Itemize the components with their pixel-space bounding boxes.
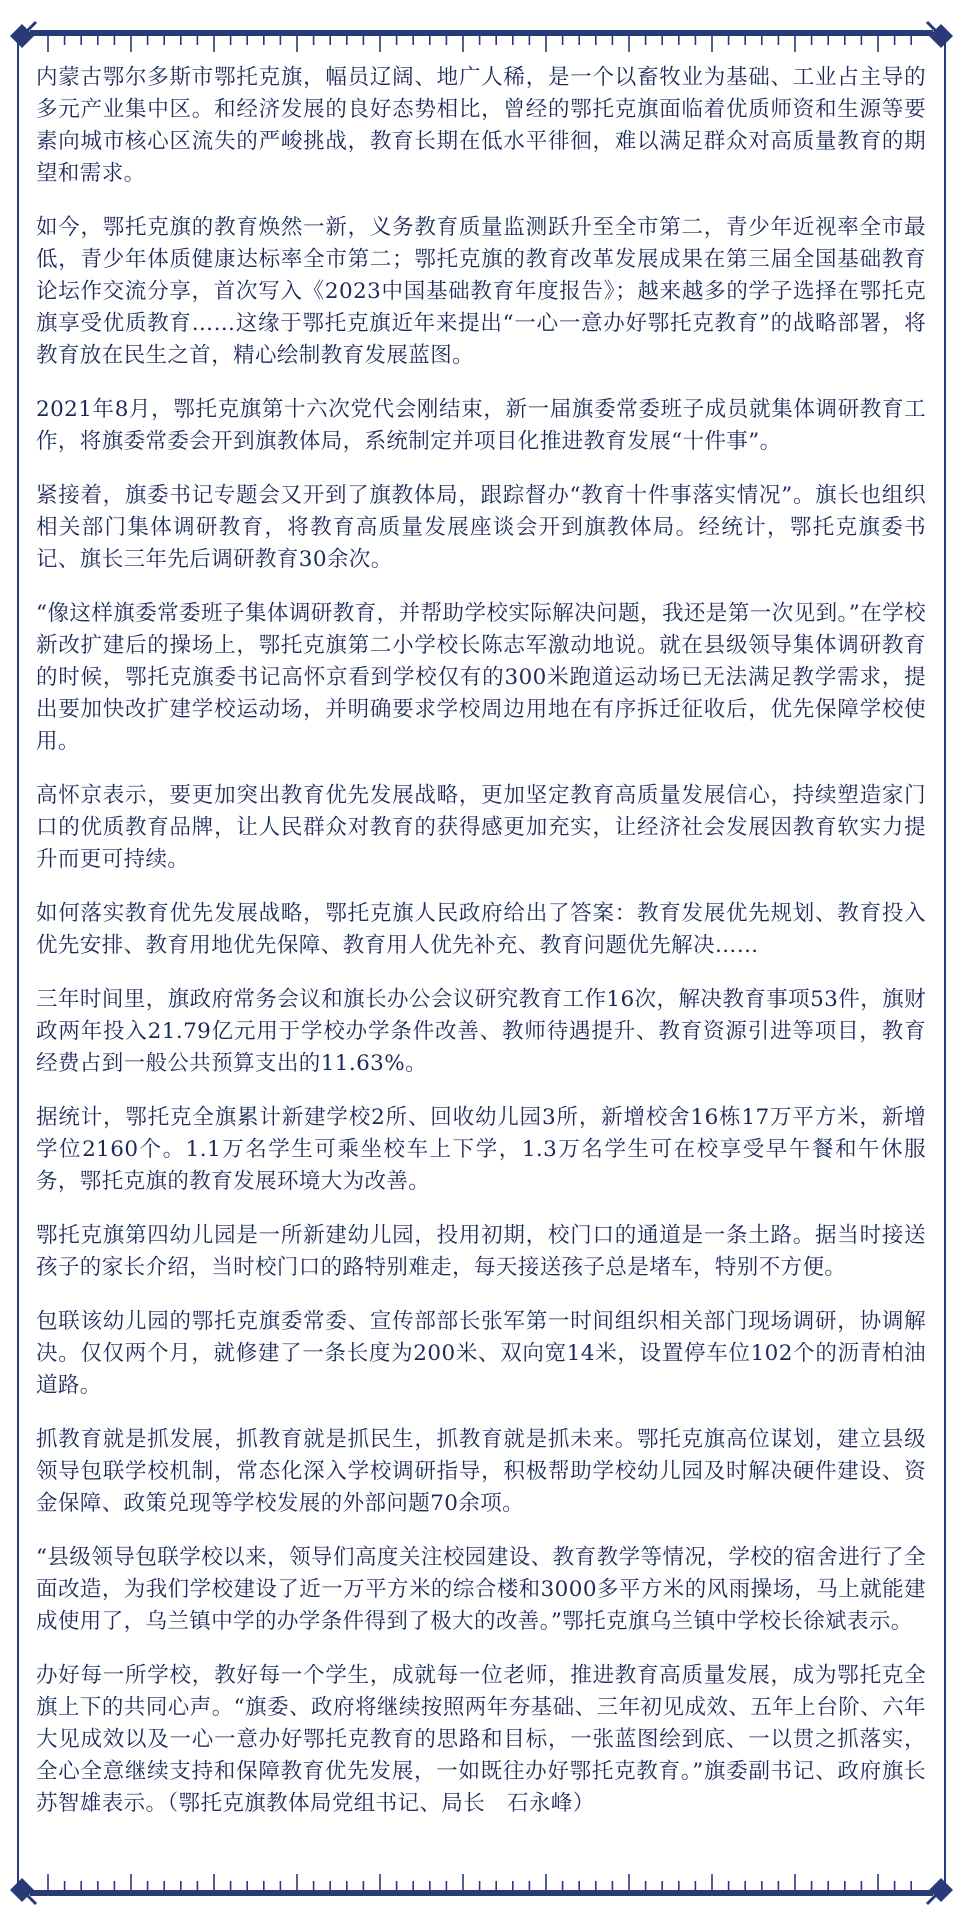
paragraph-13: “县级领导包联学校以来，领导们高度关注校园建设、教育教学等情况，学校的宿舍进行了全面改造，为我们学校建设了近一万平方米的综合楼和3000多平方米的风雨操场，马上就能建成使用了，乌兰镇中学的办学条件得到了极大的改善。”鄂托克旗乌兰镇中学校长徐斌表示。 — [36, 1545, 926, 1634]
paragraph-1: 内蒙古鄂尔多斯市鄂托克旗，幅员辽阔、地广人稀，是一个以畜牧业为基础、工业占主导的多元产业集中区。和经济发展的良好态势相比，曾经的鄂托克旗面临着优质师资和生源等要素向城市核心区流失的严峻挑战，教育长期在低水平徘徊，难以满足群众对高质量教育的期望和需求。 — [36, 65, 926, 186]
paragraph-5: “像这样旗委常委班子集体调研教育，并帮助学校实际解决问题，我还是第一次见到。”在学校新改扩建后的操场上，鄂托克旗第二小学校长陈志军激动地说。就在县级领导集体调研教育的时候，鄂托克旗委书记高怀京看到学校仅有的300米跑道运动场已无法满足教学需求，提出要加快改扩建学校运动场，并明确要求学校周边用地在有序拆迁征收后，优先保障学校使用。 — [36, 601, 926, 754]
article-body — [36, 62, 926, 1842]
paragraph-10: 鄂托克旗第四幼儿园是一所新建幼儿园，投用初期，校门口的通道是一条土路。据当时接送孩子的家长介绍，当时校门口的路特别难走，每天接送孩子总是堵车，特别不方便。 — [36, 1223, 926, 1280]
paragraph-3: 2021年8月，鄂托克旗第十六次党代会刚结束，新一届旗委常委班子成员就集体调研教育工作，将旗委常委会开到旗教体局，系统制定并项目化推进教育发展“十件事”。 — [36, 397, 926, 454]
paragraph-2: 如今，鄂托克旗的教育焕然一新，义务教育质量监测跃升至全市第二，青少年近视率全市最低，青少年体质健康达标率全市第二；鄂托克旗的教育改革发展成果在第三届全国基础教育论坛作交流分享，首次写入《2023中国基础教育年度报告》；越来越多的学子选择在鄂托克旗享受优质教育……这缘于鄂托克旗近年来提出“一心一意办好鄂托克教育”的战略部署，将教育放在民生之首，精心绘制教育发展蓝图。 — [36, 215, 926, 368]
paragraph-12: 抓教育就是抓发展，抓教育就是抓民生，抓教育就是抓未来。鄂托克旗高位谋划，建立县级领导包联学校机制，常态化深入学校调研指导，积极帮助学校幼儿园及时解决硬件建设、资金保障、政策兑现等学校发展的外部问题70余项。 — [36, 1427, 926, 1516]
bottom-ruler-bar — [30, 1890, 933, 1896]
top-ruler-bar — [30, 30, 933, 36]
paragraph-9: 据统计，鄂托克全旗累计新建学校2所、回收幼儿园3所，新增校舍16栋17万平方米，新增学位2160个。1.1万名学生可乘坐校车上下学，1.3万名学生可在校享受早午餐和午休服务，鄂托克旗的教育发展环境大为改善。 — [36, 1105, 926, 1194]
paragraph-4: 紧接着，旗委书记专题会又开到了旗教体局，跟踪督办“教育十件事落实情况”。旗长也组织相关部门集体调研教育，将教育高质量发展座谈会开到旗教体局。经统计，鄂托克旗委书记、旗长三年先后调研教育30余次。 — [36, 483, 926, 572]
paragraph-6: 高怀京表示，要更加突出教育优先发展战略，更加坚定教育高质量发展信心，持续塑造家门口的优质教育品牌，让人民群众对教育的获得感更加充实，让经济社会发展因教育软实力提升而更可持续。 — [36, 783, 926, 872]
paragraph-8: 三年时间里，旗政府常务会议和旗长办公会议研究教育工作16次，解决教育事项53件，旗财政两年投入21.79亿元用于学校办学条件改善、教师待遇提升、教育资源引进等项目，教育经费占到一般公共预算支出的11.63%。 — [36, 987, 926, 1076]
paragraph-14: 办好每一所学校，教好每一个学生，成就每一位老师，推进教育高质量发展，成为鄂托克全旗上下的共同心声。“旗委、政府将继续按照两年夯基础、三年初见成效、五年上台阶、六年大见成效以及一心一意办好鄂托克教育的思路和目标，一张蓝图绘到底、一以贯之抓落实，全心全意继续支持和保障教育优先发展，一如既往办好鄂托克教育。”旗委副书记、政府旗长苏智雄表示。（鄂托克旗教体局党组书记、局长 石永峰） — [36, 1663, 926, 1816]
paragraph-7: 如何落实教育优先发展战略，鄂托克旗人民政府给出了答案：教育发展优先规划、教育投入优先安排、教育用地优先保障、教育用人优先补充、教育问题优先解决…… — [36, 901, 926, 958]
paragraph-11: 包联该幼儿园的鄂托克旗委常委、宣传部部长张军第一时间组织相关部门现场调研，协调解决。仅仅两个月，就修建了一条长度为200米、双向宽14米，设置停车位102个的沥青柏油道路。 — [36, 1309, 926, 1398]
